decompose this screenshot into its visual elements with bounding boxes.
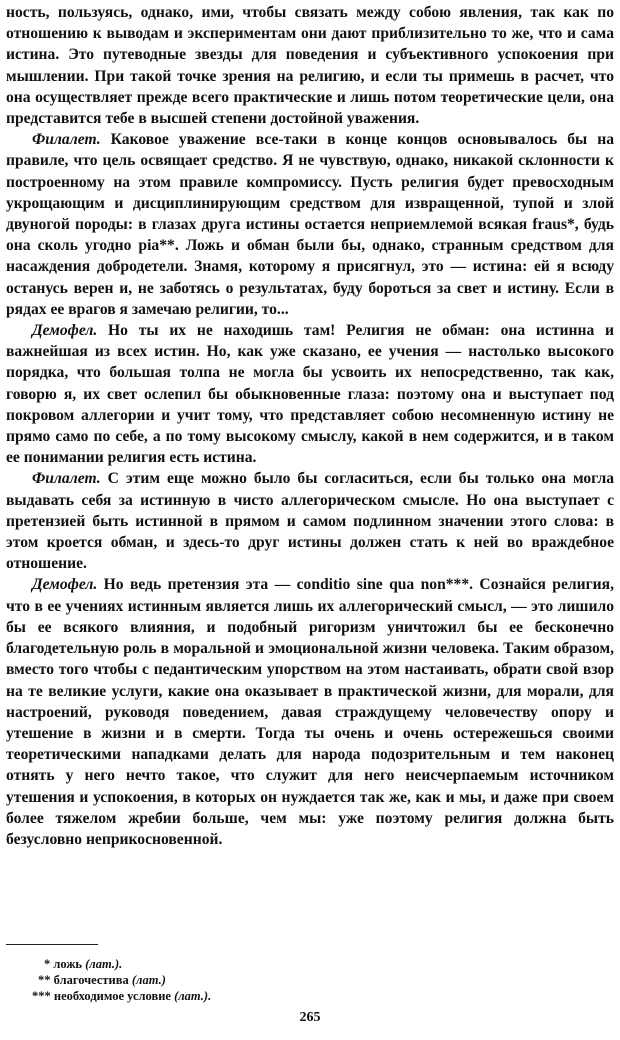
paragraph-5: [6, 574, 614, 850]
footnote-text: благочестива: [53, 973, 129, 987]
speaker-demopheles: Демофел.: [32, 576, 98, 594]
footnote-mark: *: [44, 957, 51, 971]
speaker-demopheles: Демофел.: [32, 322, 98, 340]
footnote-mark: ***: [32, 989, 51, 1003]
footnote-text: ложь: [53, 957, 83, 971]
footnote-divider: [6, 944, 98, 945]
footnote-lang: (лат.).: [85, 957, 123, 971]
footnote-text: необходимое условие: [53, 989, 171, 1003]
footnotes: [6, 956, 406, 1004]
paragraph-1: [6, 2, 614, 129]
paragraph-1-text: ность, пользуясь, однако, ими, чтобы связать между собою явления, так как по отношению к выводам и экспериментам они дают приблизительно то же, что и сама истина. Это путеводные звезды для поведения и субъективного успокоения при мышлении. При такой точке зрения на религию, и если ты примешь в расчет, что она осуществляет прежде всего практические и лишь потом теоретические цели, она представится тебе в высшей степени достойной уважения.: [6, 4, 614, 128]
footnote-lang: (лат.): [131, 973, 166, 987]
paragraph-3: [6, 320, 614, 468]
paragraph-5-text: Но ведь претензия эта — conditio sine qua non***. Сознайся религия, что в ее учениях истинным является лишь их аллегорический смысл, — это лишило бы ее всякого влияния, и подобный ригоризм уничтожил бы ее бесконечно благодетельную роль в моральной и эмоциональной жизни человека. Таким образом, вместо того чтобы с педантическим упорством на этом настаивать, обрати свой взор на те великие услуги, какие она оказывает в практической жизни, для морали, для настроений, руководя поведением, давая страждущему человечеству опору и утешение в жизни и в смерти. Тогда ты очень и очень остережешься своими теоретическими нападками делать для народа подозрительным и тем наконец отнять у него нечто такое, что служит для него неисчерпаемым источником утешения и успокоения, в которых он нуждается так же, как и мы, и даже при своем более тяжелом жребии больше, чем мы: уже поэтому религия должна быть безусловно неприкосновенной.: [6, 576, 614, 848]
speaker-philalethes: Филалет.: [32, 470, 101, 488]
paragraph-4: [6, 468, 614, 574]
footnote-lang: (лат.).: [174, 989, 212, 1003]
paragraph-4-text: С этим еще можно было бы согласиться, если бы только она могла выдавать себя за истинную в чисто аллегорическом смысле. Но она выступает с претензией быть истинной в прямом и самом подлинном значении этого слова: в этом кроется обман, и здесь-то друг истины должен стать к ней во враждебное отношение.: [6, 470, 614, 573]
footnote-mark: **: [38, 973, 51, 987]
main-text: [6, 2, 614, 850]
footnote-1: [6, 956, 406, 972]
footnote-2: [6, 972, 406, 988]
speaker-philalethes: Филалет.: [32, 131, 101, 149]
page-number: 265: [299, 1010, 321, 1025]
paragraph-2-text: Каковое уважение все-таки в конце концов основывалось бы на правиле, что цель освящает средство. Я не чувствую, однако, никакой склонности к построенному на этом правиле компромиссу. Пусть религия будет превосходным укрощающим и дисциплинирующим средством для извращенной, тупой и злой двуногой породы: в глазах друга истины остается неприемлемой всякая fraus*, будь она сколь угодно pia**. Ложь и обман были бы, однако, странным средством для насаждения добродетели. Знамя, которому я присягнул, это — истина: ей я всюду останусь верен и, не заботясь о результатах, буду бороться за свет и истину. Если в рядах ее врагов я замечаю религии, то...: [6, 131, 614, 318]
footnote-3: [6, 988, 406, 1004]
paragraph-2: [6, 129, 614, 320]
paragraph-3-text: Но ты их не находишь там! Религия не обман: она истинна и важнейшая из всех истин. Но, как уже сказано, ее учения — настолько высокого порядка, что большая толпа не могла бы усвоить их непосредственно, так как, говорю я, их свет ослепил бы обыкновенные глаза: поэтому она и выступает под покровом аллегории и учит тому, что представляет собою несомненную истину не прямо само по себе, а по тому высокому смыслу, какой в нем содержится, и в таком ее понимании религия есть истина.: [6, 322, 614, 467]
